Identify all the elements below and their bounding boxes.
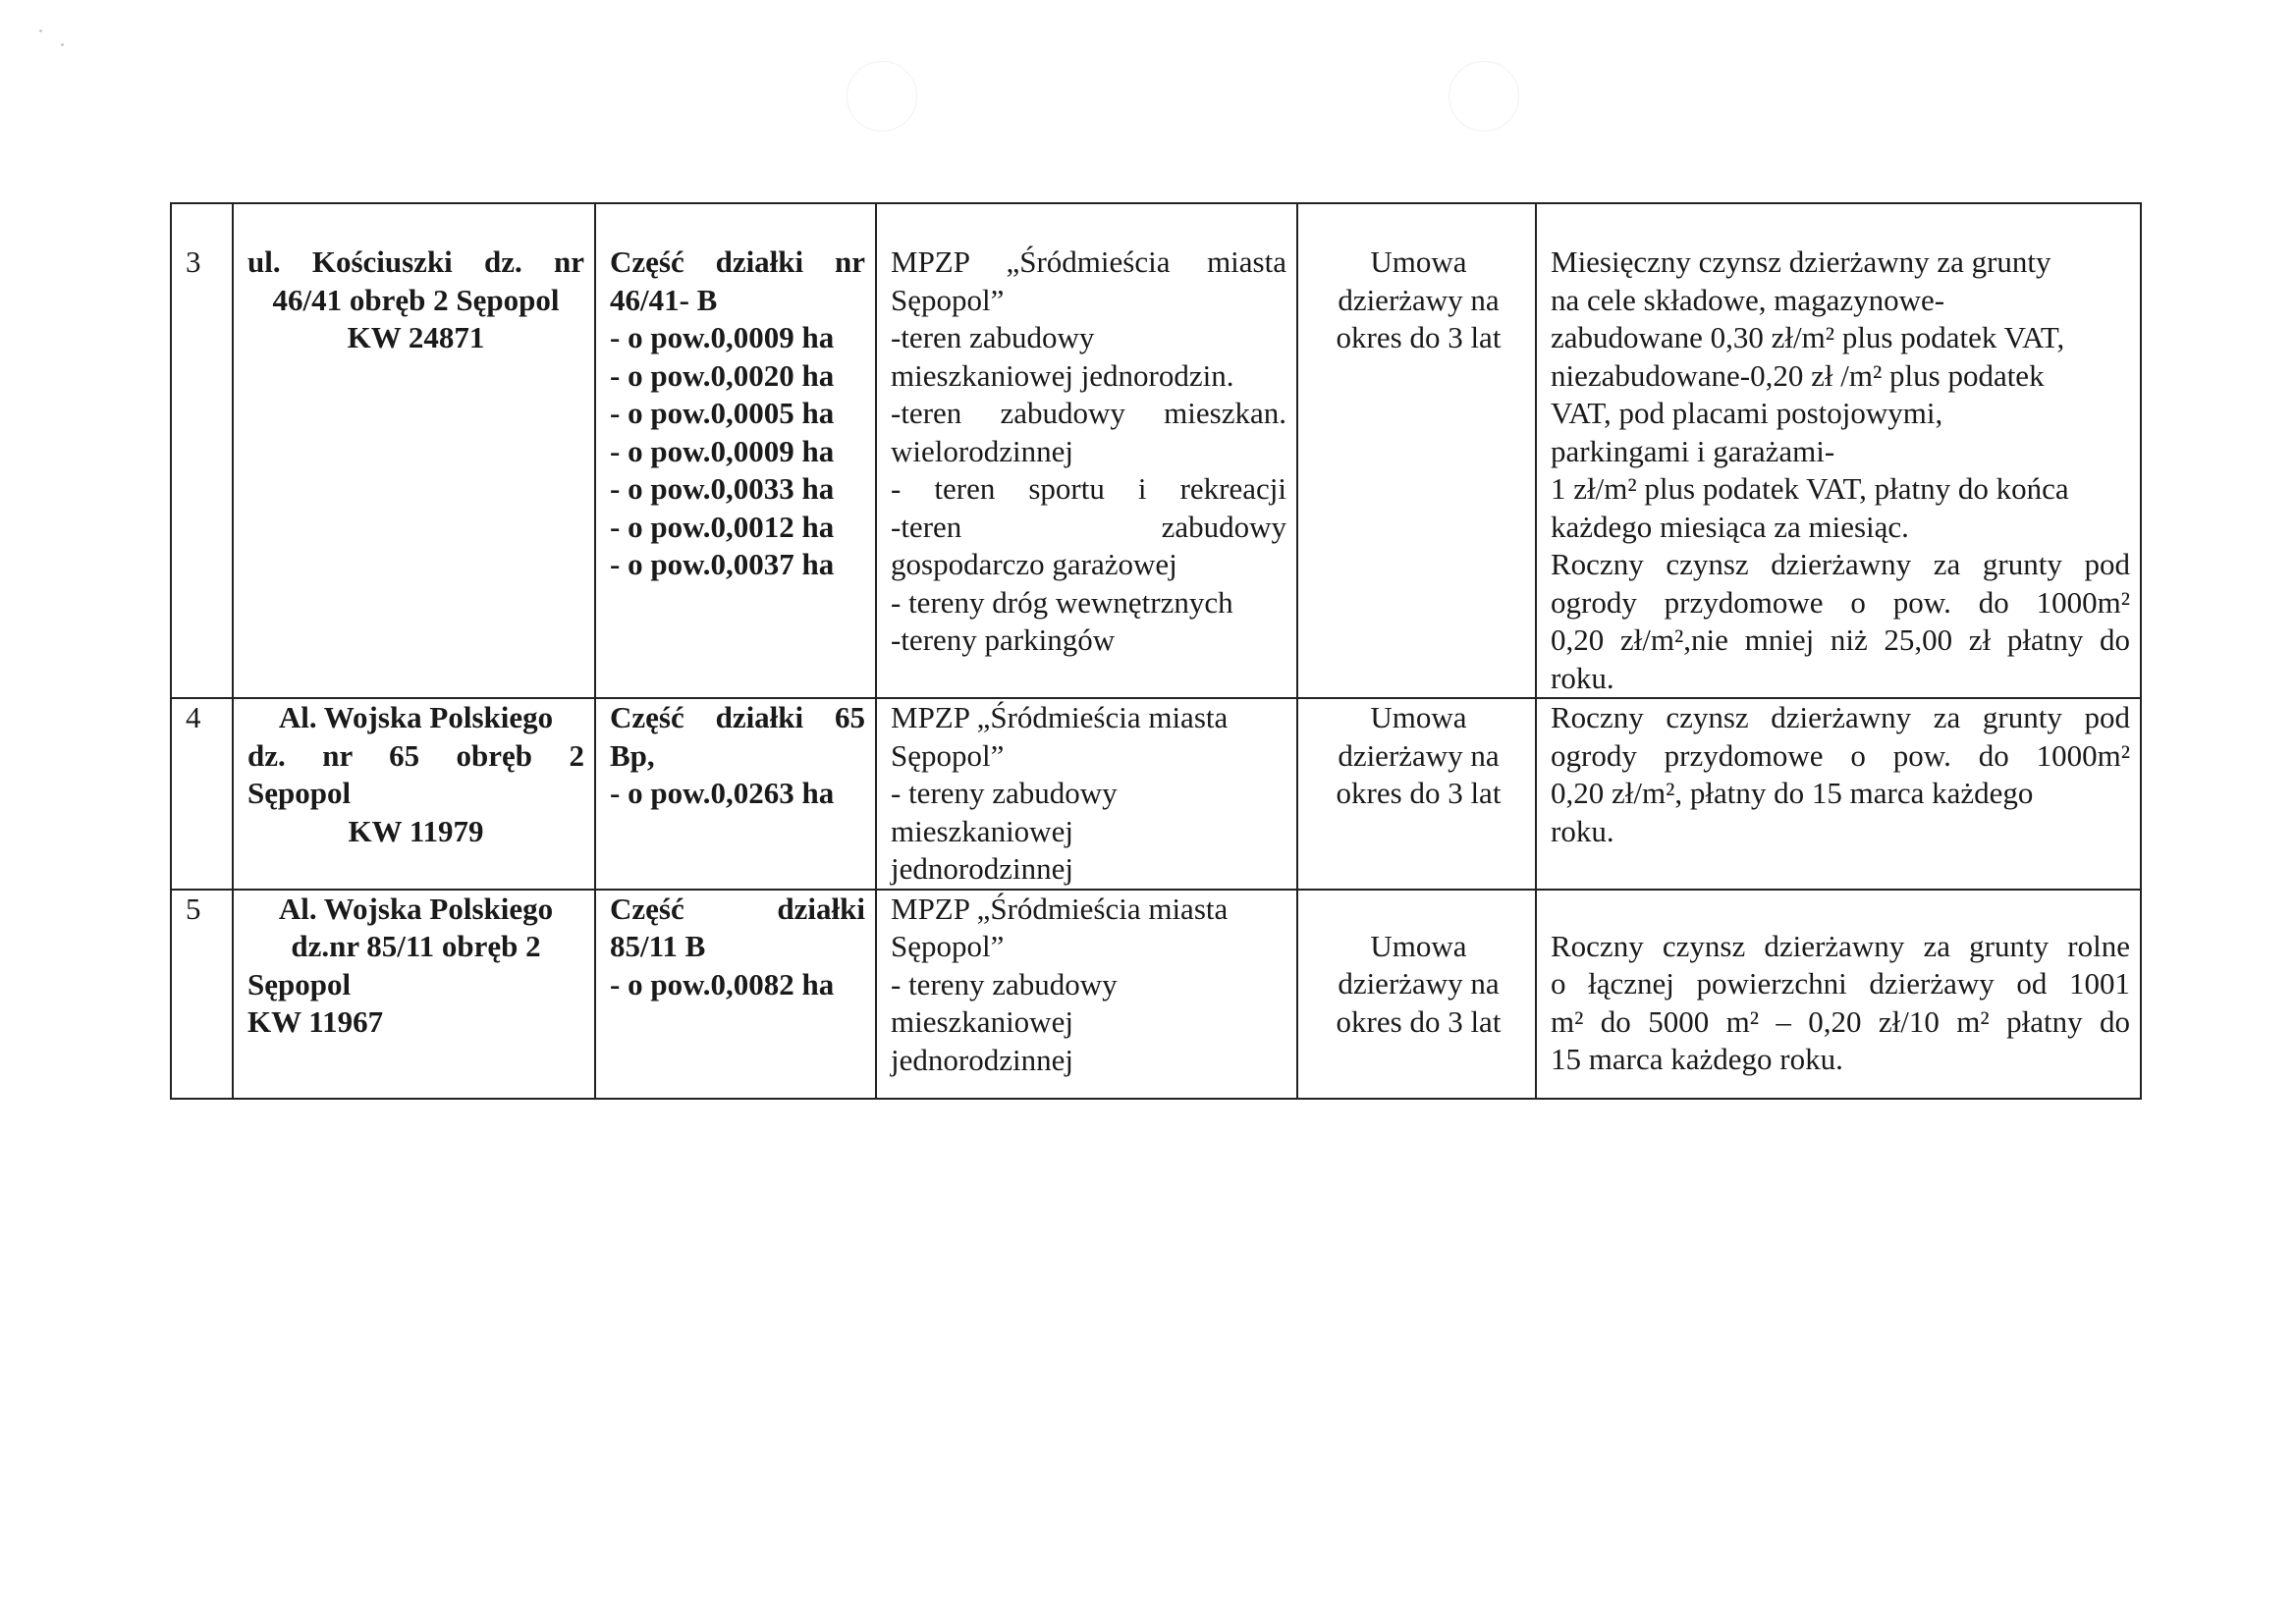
- contract-line: Umowa: [1370, 928, 1467, 963]
- contract-line: dzierżawy na: [1338, 966, 1500, 1001]
- parcel-line: - o pow.0,0020 ha: [610, 357, 835, 393]
- plan-line: mieszkaniowej: [891, 813, 1073, 848]
- row-number-text: 5: [186, 891, 201, 926]
- plan-line: MPZP „Śródmieścia miasta: [891, 700, 1229, 734]
- location-cell: [233, 698, 595, 890]
- plan-line: mieszkaniowej: [891, 1004, 1073, 1039]
- rent-line: zabudowane 0,30 zł/m² plus podatek VAT,: [1551, 320, 2065, 354]
- plan-line: gospodarczo garażowej: [891, 547, 1177, 581]
- table-row: [171, 698, 2141, 890]
- rent-line: każdego miesiąca za miesiąc.: [1551, 509, 1909, 544]
- parcel-line: 46/41- B: [610, 282, 718, 317]
- row-number: [171, 203, 233, 698]
- parcel-cell: [595, 203, 876, 698]
- rent-line: na cele składowe, magazynowe-: [1551, 282, 1945, 317]
- punch-hole-left: [847, 61, 917, 132]
- location-line: ul. Kościuszki dz. nr: [247, 244, 584, 279]
- location-cell: [233, 203, 595, 698]
- table-row: [171, 203, 2141, 698]
- plan-line: wielorodzinnej: [891, 433, 1073, 468]
- location-line: Sępopol: [247, 966, 352, 1001]
- rent-line: Miesięczny czynsz dzierżawny za grunty: [1551, 244, 2051, 279]
- location-cell: [233, 890, 595, 1099]
- location-line: KW 11979: [348, 813, 484, 848]
- plan-line: - tereny zabudowy: [891, 966, 1118, 1001]
- plan-line: jednorodzinnej: [891, 1042, 1073, 1077]
- plan-line: Sępopol”: [891, 737, 1005, 773]
- contract-line: dzierżawy na: [1338, 737, 1500, 773]
- plan-line: Sępopol”: [891, 282, 1005, 317]
- parcel-cell: [595, 698, 876, 890]
- contract-cell: [1297, 698, 1536, 890]
- contract-cell: [1297, 203, 1536, 698]
- row-number-text: 4: [186, 700, 201, 734]
- rent-line: Roczny czynsz dzierżawny za grunty rolne: [1551, 928, 2130, 963]
- punch-hole-right: [1449, 61, 1519, 132]
- parcel-line: - o pow.0,0037 ha: [610, 547, 835, 581]
- parcel-line: - o pow.0,0082 ha: [610, 966, 835, 1001]
- rent-line: 0,20 zł/m²,nie mniej niż 25,00 zł płatny do: [1551, 622, 2130, 657]
- location-line: 46/41 obręb 2 Sępopol: [272, 282, 560, 317]
- parcel-line: - o pow.0,0012 ha: [610, 509, 835, 544]
- location-line: dz. nr 65 obręb 2: [247, 737, 584, 773]
- rent-line: roku.: [1551, 660, 1614, 695]
- location-line: Al. Wojska Polskiego: [278, 891, 554, 926]
- scan-speck: [61, 43, 64, 46]
- plan-line: -teren zabudowy mieszkan.: [891, 396, 1286, 430]
- rent-line: parkingami i garażami-: [1551, 433, 1835, 468]
- plan-line: Sępopol”: [891, 929, 1005, 963]
- parcel-line: - o pow.0,0009 ha: [610, 433, 835, 468]
- row-number-text: 3: [186, 244, 201, 279]
- lease-table: [170, 202, 2142, 1100]
- parcel-line: Część działki nr: [610, 244, 865, 279]
- rent-cell: [1536, 698, 2141, 890]
- rent-line: niezabudowane-0,20 zł /m² plus podatek: [1551, 357, 2045, 393]
- plan-line: MPZP „Śródmieścia miasta: [891, 244, 1286, 279]
- scan-speck: [39, 29, 42, 32]
- parcel-line: Część działki 65: [610, 700, 865, 734]
- rent-cell: [1536, 203, 2141, 698]
- plan-line: jednorodzinnej: [891, 851, 1073, 886]
- parcel-line: Część działki: [610, 891, 865, 926]
- contract-line: okres do 3 lat: [1336, 1003, 1502, 1039]
- parcel-line: Bp,: [610, 737, 655, 773]
- rent-line: VAT, pod placami postojowymi,: [1551, 396, 1943, 430]
- location-line: KW 11967: [247, 1004, 384, 1039]
- plan-line: - teren sportu i rekreacji: [891, 471, 1286, 506]
- plan-line: MPZP „Śródmieścia miasta: [891, 891, 1229, 926]
- rent-line: m² do 5000 m² – 0,20 zł/10 m² płatny do: [1551, 1003, 2130, 1039]
- rent-line: 15 marca każdego roku.: [1551, 1042, 1843, 1076]
- parcel-line: - o pow.0,0009 ha: [610, 320, 835, 354]
- parcel-cell: [595, 890, 876, 1099]
- plan-cell: [876, 890, 1297, 1099]
- contract-cell: [1297, 890, 1536, 1099]
- rent-line: Roczny czynsz dzierżawny za grunty pod: [1551, 700, 2130, 734]
- parcel-line: - o pow.0,0005 ha: [610, 396, 835, 430]
- plan-line: mieszkaniowej jednorodzin.: [891, 357, 1234, 393]
- location-line: Al. Wojska Polskiego: [278, 700, 554, 734]
- location-line: Sępopol: [247, 776, 352, 810]
- plan-cell: [876, 698, 1297, 890]
- row-number: [171, 890, 233, 1099]
- rent-line: roku.: [1551, 813, 1614, 848]
- contract-line: Umowa: [1370, 700, 1467, 734]
- rent-cell: [1536, 890, 2141, 1099]
- plan-line: -teren zabudowy: [891, 320, 1095, 354]
- plan-line: -teren zabudowy: [891, 509, 1286, 544]
- location-line: dz.nr 85/11 obręb 2: [291, 929, 541, 963]
- rent-line: ogrody przydomowe o pow. do 1000m²: [1551, 737, 2130, 773]
- parcel-line: - o pow.0,0263 ha: [610, 776, 835, 810]
- parcel-line: 85/11 B: [610, 929, 706, 963]
- rent-line: 1 zł/m² plus podatek VAT, płatny do końca: [1551, 471, 2069, 506]
- table-row: [171, 890, 2141, 1099]
- contract-line: dzierżawy na: [1338, 282, 1500, 317]
- plan-cell: [876, 203, 1297, 698]
- location-line: KW 24871: [347, 320, 485, 354]
- rent-line: o łącznej powierzchni dzierżawy od 1001: [1551, 966, 2130, 1001]
- rent-line: 0,20 zł/m², płatny do 15 marca każdego: [1551, 776, 2034, 810]
- plan-line: - tereny zabudowy: [891, 776, 1118, 810]
- plan-line: -tereny parkingów: [891, 622, 1116, 657]
- contract-line: okres do 3 lat: [1336, 320, 1502, 354]
- rent-line: Roczny czynsz dzierżawny za grunty pod: [1551, 547, 2130, 581]
- contract-line: Umowa: [1370, 244, 1467, 279]
- row-number: [171, 698, 233, 890]
- rent-line: ogrody przydomowe o pow. do 1000m²: [1551, 584, 2130, 620]
- parcel-line: - o pow.0,0033 ha: [610, 471, 835, 506]
- contract-line: okres do 3 lat: [1336, 776, 1502, 810]
- plan-line: - tereny dróg wewnętrznych: [891, 584, 1233, 620]
